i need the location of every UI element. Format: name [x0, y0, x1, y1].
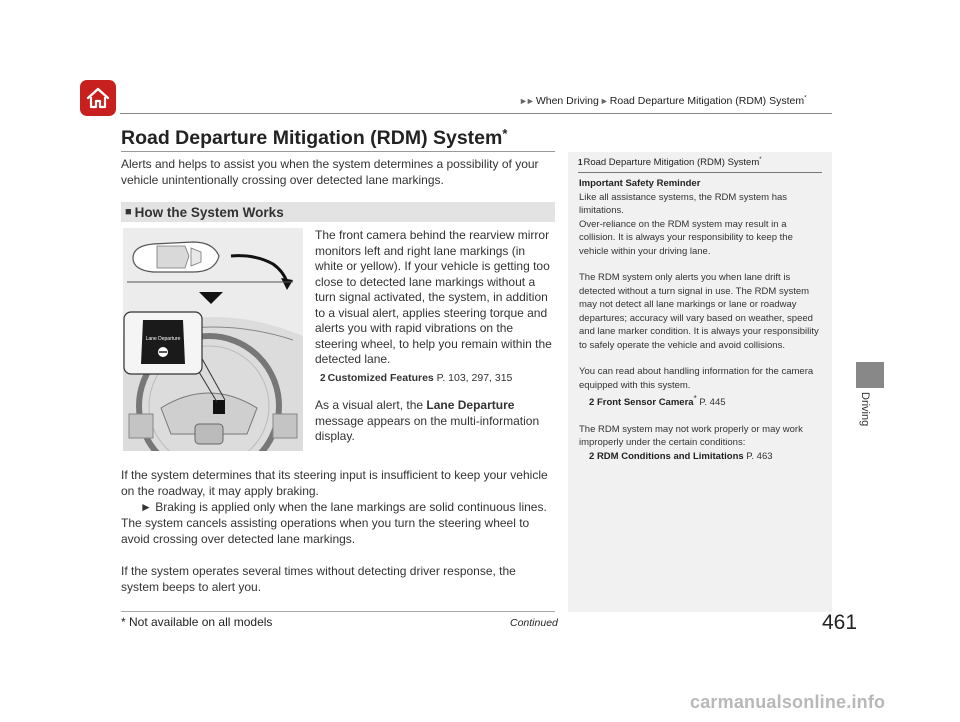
- how-it-works-text: [315, 228, 555, 445]
- braking-note: [121, 499, 555, 515]
- xref-page: P. 445: [696, 397, 726, 409]
- header-divider: [120, 113, 832, 114]
- home-icon: [86, 87, 110, 109]
- rdm-illustration: [123, 228, 303, 451]
- breadcrumb-arrow-icon: ►►: [519, 96, 533, 106]
- breadcrumb-star: *: [804, 95, 807, 102]
- reference-icon: 2: [320, 372, 326, 384]
- dashboard-illustration: [123, 228, 303, 451]
- lower-text: [121, 467, 555, 595]
- chapter-label: [858, 392, 872, 432]
- cancel-paragraph: The system cancels assisting operations when you turn the steering wheel to avoid crossing over detected lane markings.: [121, 516, 530, 546]
- alert-pre: As a visual alert, the: [315, 398, 427, 412]
- watermark: carmanualsonline.info: [690, 692, 886, 712]
- breadcrumb-parent[interactable]: When Driving: [535, 95, 599, 107]
- intro-paragraph: Alerts and helps to assist you when the system determines a possibility of your vehicle unintentionally crossing over detected lane markings.: [121, 157, 539, 187]
- page-title: [121, 127, 507, 150]
- xref-label: RDM Conditions and Limitations: [596, 450, 744, 462]
- xref-star: *: [693, 394, 697, 403]
- section-title: How the System Works: [134, 204, 284, 220]
- title-divider: [121, 151, 555, 152]
- sidebar-header-star: *: [759, 157, 762, 163]
- lane-departure-label: Lane Departure: [145, 336, 181, 342]
- section-header: [121, 202, 555, 222]
- xref-pages: P. 103, 297, 315: [433, 371, 513, 384]
- sidebar-text: The RDM system may not work properly or may work improperly under the certain conditions:: [579, 423, 803, 449]
- rdm-conditions-link[interactable]: [579, 450, 824, 464]
- breadcrumb-current: Road Departure Mitigation (RDM) System: [609, 95, 805, 107]
- footnote-divider: [121, 611, 555, 612]
- continued-label: Continued: [510, 617, 558, 629]
- visual-alert-paragraph: [315, 398, 555, 445]
- footnote: * Not available on all models: [121, 615, 273, 629]
- alert-bold: Lane Departure: [426, 398, 515, 412]
- car-top-view-icon: [133, 242, 219, 272]
- breadcrumb-arrow-icon: ►: [599, 96, 607, 106]
- sidebar-header: [568, 152, 832, 172]
- sidebar-text: The RDM system only alerts you when lane drift is detected without a turn signal in use. The RDM system may not detect all lane markings or lane or roadway departures; accuracy will vary based on weather, speed and lane marker condition. It is always your responsibility to safely operate the vehicle and avoid collisions.: [579, 272, 819, 351]
- sidebar-text: Like all assistance systems, the RDM system has limitations.: [579, 191, 788, 216]
- beep-paragraph: If the system operates several times without detecting driver response, the system beeps to alert you.: [121, 564, 516, 594]
- sidebar-text: You can read about handling information for the camera equipped with this system.: [579, 366, 814, 391]
- reference-icon: 2: [589, 397, 595, 409]
- note-arrow-icon: ►: [140, 500, 152, 514]
- safety-reminder-heading: Important Safety Reminder: [579, 178, 701, 189]
- page-title-star: *: [502, 126, 508, 141]
- alert-post: message appears on the multi-information display.: [315, 413, 540, 443]
- sidebar-text: Over-reliance on the RDM system may result in a collision. It is always your responsibility to keep the vehicle within your driving lane.: [579, 218, 793, 257]
- braking-note-text: Braking is applied only when the lane markings are solid continuous lines.: [155, 500, 547, 514]
- note-icon: 1: [578, 158, 583, 168]
- chapter-label-text: Driving: [859, 392, 871, 427]
- page-title-text: Road Departure Mitigation (RDM) System: [121, 127, 503, 149]
- breadcrumb: [519, 95, 806, 107]
- how-it-works-paragraph: The front camera behind the rearview mirror monitors left and right lane markings (in white or yellow). If your vehicle is getting too close to detected lane markings without a turn signal activated, the system, in addition to a visual alert, applies steering torque and alerts you with rapid vibrations on the steering wheel, to help you remain within the detected lane.: [315, 228, 552, 366]
- customized-features-link[interactable]: [320, 371, 555, 387]
- chapter-tab[interactable]: [856, 362, 884, 388]
- braking-paragraph: If the system determines that its steering input is insufficient to keep your vehicle on the roadway, it may apply braking.: [121, 468, 548, 498]
- xref-page: P. 463: [743, 450, 773, 462]
- section-marker-icon: ■: [125, 206, 132, 218]
- home-button[interactable]: [80, 80, 116, 116]
- xref-label: Front Sensor Camera: [596, 397, 694, 409]
- reference-icon: 2: [589, 450, 595, 462]
- page-number: 461: [822, 611, 858, 634]
- sidebar-note: [568, 152, 832, 612]
- sidebar-body: [568, 173, 832, 463]
- xref-label: Customized Features: [327, 371, 434, 384]
- sidebar-header-text: Road Departure Mitigation (RDM) System: [583, 157, 760, 169]
- front-sensor-camera-link[interactable]: [579, 392, 824, 410]
